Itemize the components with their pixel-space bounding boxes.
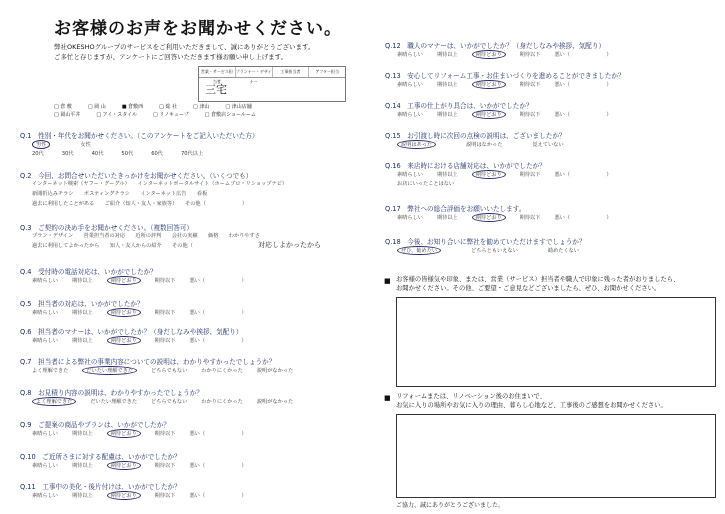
answer-line: 過去に利用してよかったから 知人・友人からの紹介 その他（ (32, 243, 193, 249)
answer-option[interactable]: 悪い（ ） (189, 310, 247, 316)
answer-option[interactable]: 期待どおり (107, 461, 141, 470)
answer-option[interactable]: 悪い（ ） (189, 431, 247, 437)
answer-option[interactable]: 悪い（ ） (554, 215, 612, 221)
branch-list (54, 103, 256, 119)
answer-line: プラン・デザイン 営業担当者の対応 近所の評判 会社の実績 価格 わかりやすさ (32, 233, 260, 239)
answer-option[interactable]: 期待どおり (107, 491, 141, 500)
question-text: Q.10 ご近所さまに対する配慮は、いかがでしたか？ (20, 453, 181, 461)
answer-option[interactable]: 素晴らしい (32, 493, 58, 499)
impression-box-label (396, 392, 667, 410)
answer-option[interactable]: 期待以上 (436, 172, 458, 178)
question-label (385, 130, 566, 140)
answer-option[interactable]: 期待どおり (472, 170, 506, 179)
branch-option[interactable]: ■ 倉敷西 (121, 104, 144, 110)
comment-box[interactable] (396, 297, 716, 387)
answer-option[interactable]: 期待以下 (519, 52, 541, 58)
box-marker-icon: ■ (384, 394, 391, 402)
answer-option[interactable]: 素晴らしい (397, 215, 423, 221)
answer-option[interactable]: わかりにくかった (201, 399, 243, 405)
answer-option[interactable]: ぜひ、勧めたい (397, 246, 441, 255)
answer-option[interactable]: 40代 (91, 151, 104, 157)
answer-options (397, 50, 626, 59)
branch-option[interactable]: □ アイ・スタイル (96, 112, 138, 118)
answer-option[interactable]: だいたい理解できた (82, 366, 137, 375)
answer-option[interactable]: 素晴らしい (32, 463, 58, 469)
box-marker-icon: ■ (384, 277, 391, 285)
branch-option[interactable]: □ 倉敷店ショールーム (204, 112, 256, 118)
question-label (20, 326, 242, 336)
page-title: お客様のお声をお聞かせください。 (54, 19, 342, 39)
answer-option[interactable]: 60代 (151, 151, 163, 157)
answer-option[interactable]: どちらでもない (151, 399, 188, 405)
question-label (20, 356, 275, 366)
stamp-header: 工事担当者 (273, 67, 310, 77)
answer-line: 新聞折込みチラシ ポスティングチラシ インターネット広告 看板 (32, 191, 208, 197)
answer-option[interactable]: 期待以下 (519, 82, 541, 88)
question-text: Q.12 職人のマナーは、いかがでしたか？（身だしなみや挨拶、気配り） (385, 42, 606, 50)
question-text: Q.17 弊社への総合評価をお願いいたします。 (385, 205, 526, 213)
answer-option[interactable]: 期待以上 (436, 82, 458, 88)
answer-options (32, 461, 261, 470)
question-label (20, 387, 203, 397)
question-label (385, 236, 586, 246)
answer-option[interactable]: 期待どおり (472, 80, 506, 89)
stamp-header: アフター担当 (315, 69, 339, 74)
answer-option[interactable]: 期待どおり (472, 213, 506, 222)
branch-option[interactable]: □ 倉 敷 (54, 104, 72, 110)
answer-option[interactable]: 期待以上 (71, 278, 93, 284)
stamp-header: 営業・サービス担当者 (199, 67, 236, 77)
question-label (20, 451, 181, 461)
answer-line: 過去に利用したことがある ご紹介（知人・友人・家族等） その他（ ） (32, 201, 248, 207)
answer-option[interactable]: わかりにくかった (201, 368, 243, 374)
question-label (20, 419, 170, 429)
answer-option[interactable]: 20代 (32, 151, 44, 157)
branch-option[interactable]: □ 総 社 (159, 104, 178, 110)
answer-option[interactable]: 悪い（ ） (554, 52, 612, 58)
answer-option[interactable]: 説明がなかった (256, 399, 294, 405)
question-text: Q.9 ご提案の商品やプランは、いかがでしたか？ (20, 421, 170, 429)
question-text: Q.15 お引渡し時に次回の点検の説明は、ございましたか？ (385, 132, 566, 140)
answer-option[interactable]: よく理解できた (32, 397, 76, 406)
impression-box-label-line: お気に入りの場所やお気に入りの理由、暮らし心地など、工事後のご感想をお聞かせください。 (396, 402, 667, 409)
answer-option[interactable]: 期待どおり (107, 429, 141, 438)
answer-option[interactable]: 期待以下 (519, 172, 541, 178)
answer-option[interactable]: 悪い（ ） (554, 112, 612, 118)
question-text: Q.11 工事中の美化・後片付けは、いかがでしたか？ (20, 483, 181, 491)
answer-options (32, 491, 261, 500)
comment-box-label (396, 275, 679, 293)
answer-options (32, 150, 221, 157)
question-label (20, 130, 259, 140)
question-text: Q.4 受付時の電話対応は、いかがでしたか？ (20, 268, 157, 276)
answer-option[interactable]: 素晴らしい (32, 310, 58, 316)
handwritten-answer: 対応しよかったから (258, 241, 321, 249)
answer-option[interactable]: 50代 (121, 151, 134, 157)
question-text: Q.3 ご契約の決め手をお聞かせください。（複数回答可） (20, 224, 194, 232)
answer-option[interactable]: 70代以上 (180, 151, 204, 157)
answer-option[interactable]: 期待以下 (154, 338, 176, 344)
question-label (20, 222, 193, 232)
question-text: Q.8 お見積り内容の説明は、わかりやすかったでしょうか？ (20, 389, 203, 397)
answer-option[interactable]: 悪い（ ） (554, 172, 612, 178)
answer-option[interactable]: 勧めたくない (547, 248, 579, 254)
answer-option[interactable]: 期待以上 (71, 310, 93, 316)
answer-option[interactable]: 期待以下 (519, 215, 541, 221)
answer-options (397, 170, 626, 179)
question-text: Q.14 工事の仕上がり具合は、いかがでしたか？ (385, 102, 533, 110)
question-label (385, 203, 525, 213)
question-label (385, 100, 533, 110)
answer-option[interactable]: 期待以上 (71, 493, 93, 499)
answer-option[interactable]: 説明はあった (397, 140, 436, 149)
answer-option[interactable]: 30代 (61, 151, 74, 157)
answer-option[interactable]: 男性 (32, 140, 50, 149)
answer-option[interactable]: どちらともいえない (471, 248, 518, 254)
answer-option[interactable]: 悪い（ ） (189, 463, 247, 469)
answer-option[interactable]: 期待以上 (436, 52, 458, 58)
answer-option[interactable]: 期待以上 (71, 463, 93, 469)
question-text: Q.6 担当者のマナーは、いかがでしたか？（身だしなみや挨拶、気配り） (20, 328, 243, 336)
answer-options (397, 110, 626, 119)
answer-option[interactable]: 悪い（ ） (554, 82, 612, 88)
thanks-message: ご協力、誠にありがとうございました。 (396, 502, 505, 509)
answer-option[interactable]: 期待以上 (436, 215, 458, 221)
answer-option[interactable]: 悪い（ ） (189, 338, 247, 344)
answer-line: インターネット検索（ヤフー・グーグル） インターネットポータルサイト（ホームプロ・リショップナビ） (32, 181, 288, 187)
answer-options (32, 140, 121, 149)
answer-option[interactable]: 期待以下 (154, 493, 176, 499)
question-text: Q.1 性別・年代をお聞かせください。（このアンケートをご記入いただいた方） (20, 132, 259, 140)
branch-option[interactable]: □ リノキューブ (153, 112, 189, 118)
comment-box-label-line: お客様の皆様気や印象、または、営業（サービス）担当者や職人で印象に残った者がおりましたら、 (396, 276, 680, 283)
question-text: Q.5 担当者の対応は、いかがでしたか？ (20, 300, 144, 308)
branch-option[interactable]: □ 岡 山 (87, 104, 106, 110)
comment-box-label-line: お聞かせください。その他、ご要望・ご意見などございましたら、ぜひ、お聞かせください。 (396, 285, 661, 292)
answer-option[interactable]: 期待どおり (472, 50, 506, 59)
staff-stamp-box (198, 66, 346, 102)
staff-name: 三宅 (205, 83, 227, 96)
answer-option[interactable]: 期待以上 (71, 431, 93, 437)
answer-options (32, 429, 261, 438)
answer-option[interactable]: 説明がなかった (256, 368, 294, 374)
question-text: Q.18 今後、お知り合いに弊社を勧めていただけますでしょうか？ (385, 238, 586, 246)
answer-option[interactable]: 期待以下 (154, 310, 176, 316)
answer-option[interactable]: 説明はなかった (466, 142, 503, 148)
answer-options (32, 397, 307, 406)
answer-option[interactable]: 素晴らしい (397, 82, 423, 88)
answer-option[interactable]: 期待以上 (436, 112, 458, 118)
impression-box[interactable] (396, 414, 716, 498)
answer-option[interactable]: 期待以下 (154, 278, 176, 284)
answer-options (397, 246, 609, 255)
answer-option[interactable]: 期待どおり (472, 110, 506, 119)
answer-options (32, 276, 261, 285)
question-label (20, 266, 157, 276)
answer-option[interactable]: 素晴らしい (397, 52, 423, 58)
answer-option[interactable]: 期待どおり (107, 336, 141, 345)
intro-line: ご多忙と存じますが、アンケートにご回答いただきます様お願い申し上げます。 (54, 53, 288, 61)
answer-option[interactable]: 素晴らしい (397, 112, 423, 118)
answer-options (32, 366, 307, 375)
answer-option[interactable]: よく理解できた (32, 368, 69, 374)
answer-option[interactable]: 期待以上 (71, 338, 93, 344)
answer-option[interactable]: どちらでもない (151, 368, 188, 374)
answer-option[interactable]: 期待以下 (519, 112, 541, 118)
answer-options (397, 180, 472, 187)
answer-option[interactable]: だいたい理解できた (90, 399, 138, 405)
answer-option[interactable]: 女性 (80, 142, 91, 148)
answer-option[interactable]: 期待どおり (107, 276, 141, 285)
stamp-header: プランナー・デザイナー (235, 69, 272, 84)
answer-option[interactable]: 悪い（ ） (189, 493, 247, 499)
answer-option[interactable]: 悪い（ ） (189, 278, 247, 284)
answer-options (397, 80, 626, 89)
branch-option[interactable]: □ 津山 (193, 104, 210, 110)
question-label (385, 160, 546, 170)
question-label (20, 298, 144, 308)
question-label (20, 481, 181, 491)
question-text: Q.2 今回、お問合せいただいたきっかけをお聞かせください。（いくつでも） (20, 172, 253, 180)
intro-line: 弊社OKESHOグループのサービスをご利用いただきまして、誠にありがとうございます。 (54, 43, 315, 51)
answer-options (397, 213, 626, 222)
answer-option[interactable]: 期待以下 (154, 463, 176, 469)
answer-options (32, 336, 261, 345)
answer-option[interactable]: 期待以下 (154, 431, 176, 437)
answer-option[interactable]: 素晴らしい (397, 172, 423, 178)
question-text: Q.13 安心してリフォーム工事・お住まいづくりを進めることができましたか？ (385, 72, 625, 80)
question-label (20, 170, 252, 180)
answer-option[interactable]: 素晴らしい (32, 278, 58, 284)
branch-option[interactable]: □ 津山店舗 (225, 104, 252, 110)
intro-text (54, 42, 314, 62)
question-text: Q.16 来店時における店舗対応は、いかがでしたか？ (385, 162, 546, 170)
answer-option[interactable]: 素晴らしい (32, 338, 58, 344)
answer-option[interactable]: 期待どおり (107, 308, 141, 317)
answer-options (397, 140, 594, 149)
impression-box-label-line: リフォームまたは、リノベーション後のお住まいで、 (396, 393, 546, 400)
branch-option[interactable]: □ 岡山平井 (54, 112, 81, 118)
answer-option[interactable]: お店にいったことはない (397, 181, 455, 187)
question-label (385, 40, 605, 50)
answer-option[interactable]: 素晴らしい (32, 431, 58, 437)
question-text: Q.7 担当者による弊社の事業内容についての説明は、わかりやすかったでしょうか？ (20, 358, 276, 366)
answer-option[interactable]: 覚えていない (532, 142, 564, 148)
answer-options (32, 308, 261, 317)
question-label (385, 70, 625, 80)
